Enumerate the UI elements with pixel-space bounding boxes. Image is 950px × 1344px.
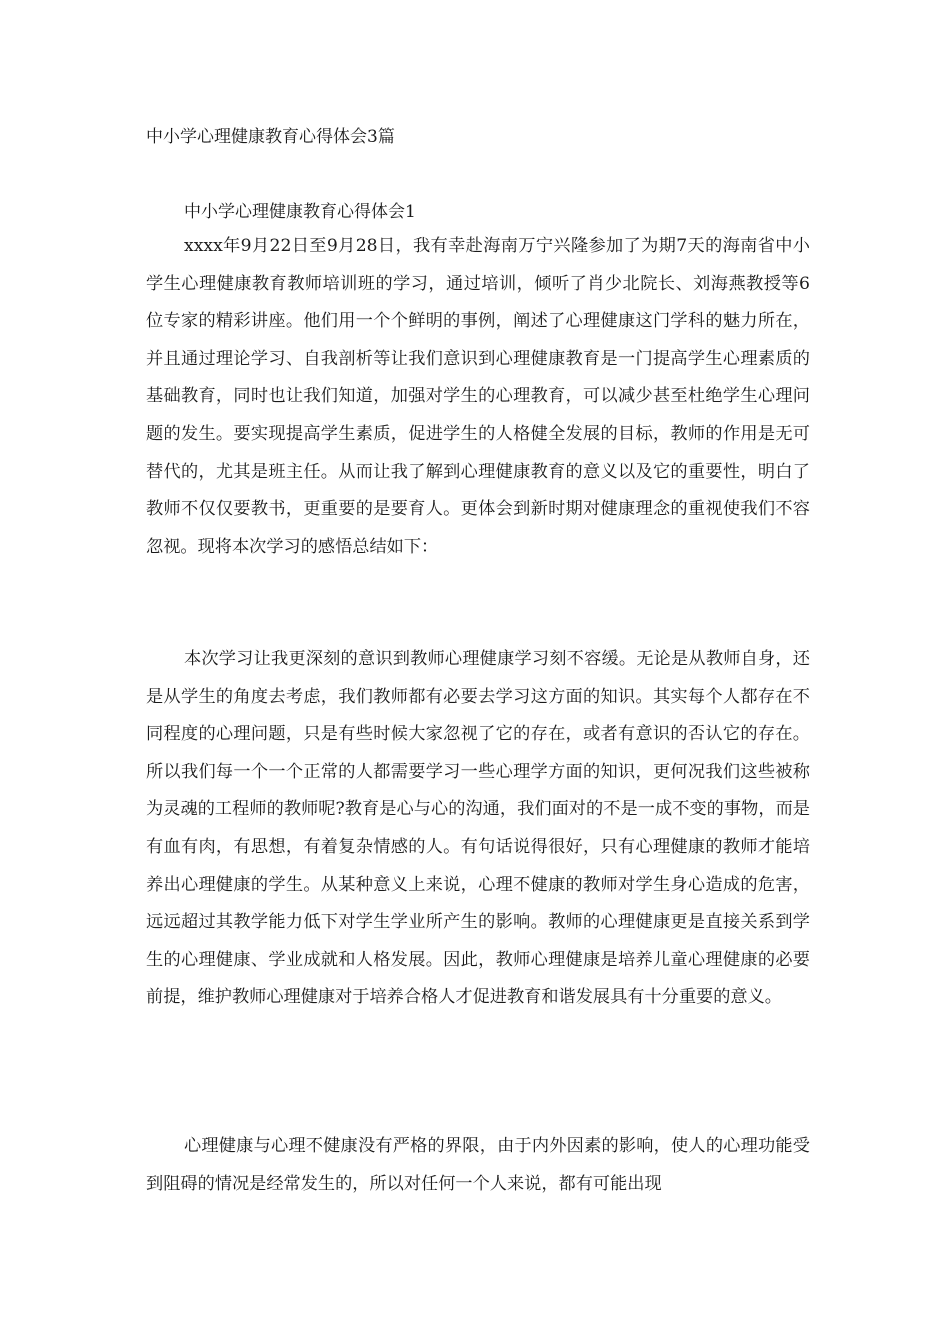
paragraph-2: 本次学习让我更深刻的意识到教师心理健康学习刻不容缓。无论是从教师自身，还是从学生的角度去考虑，我们教师都有必要去学习这方面的知识。其实每个人都存在不同程度的心理问题，只是有些时候大家忽视了它的存在，或者有意识的否认它的存在。所以我们每一个一个正常的人都需要学习一些心理学方面的知识，更何况我们这些被称为灵魂的工程师的教师呢?教育是心与心的沟通，我们面对的不是一成不变的事物，而是有血有肉，有思想，有着复杂情感的人。有句话说得很好，只有心理健康的教师才能培养出心理健康的学生。从某种意义上来说，心理不健康的教师对学生身心造成的危害，远远超过其教学能力低下对学生学业所产生的影响。教师的心理健康更是直接关系到学生的心理健康、学业成就和人格发展。因此，教师心理健康是培养儿童心理健康的必要前提，维护教师心理健康对于培养合格人才促进教育和谐发展具有十分重要的意义。 (146, 649, 810, 1008)
paragraph-3: 心理健康与心理不健康没有严格的界限，由于内外因素的影响，使人的心理功能受到阻碍的情况是经常发生的，所以对任何一个人来说，都有可能出现 (146, 1136, 810, 1194)
article-title: 中小学心理健康教育心得体会1 (184, 202, 416, 222)
paragraph-1: xxxx年9月22日至9月28日，我有幸赴海南万宁兴隆参加了为期7天的海南省中小学生心理健康教育教师培训班的学习，通过培训，倾听了肖少北院长、刘海燕教授等6位专家的精彩讲座。他们用一个个鲜明的事例，阐述了心理健康这门学科的魅力所在，并且通过理论学习、自我剖析等让我们意识到心理健康教育是一门提高学生心理素质的基础教育，同时也让我们知道，加强对学生的心理教育，可以减少甚至杜绝学生心理问题的发生。要实现提高学生素质，促进学生的人格健全发展的目标，教师的作用是无可替代的，尤其是班主任。从而让我了解到心理健康教育的意义以及它的重要性，明白了教师不仅仅要教书，更重要的是要育人。更体会到新时期对健康理念的重视使我们不容忽视。现将本次学习的感悟总结如下： (146, 236, 810, 557)
document-title: 中小学心理健康教育心得体会3篇 (146, 127, 395, 147)
